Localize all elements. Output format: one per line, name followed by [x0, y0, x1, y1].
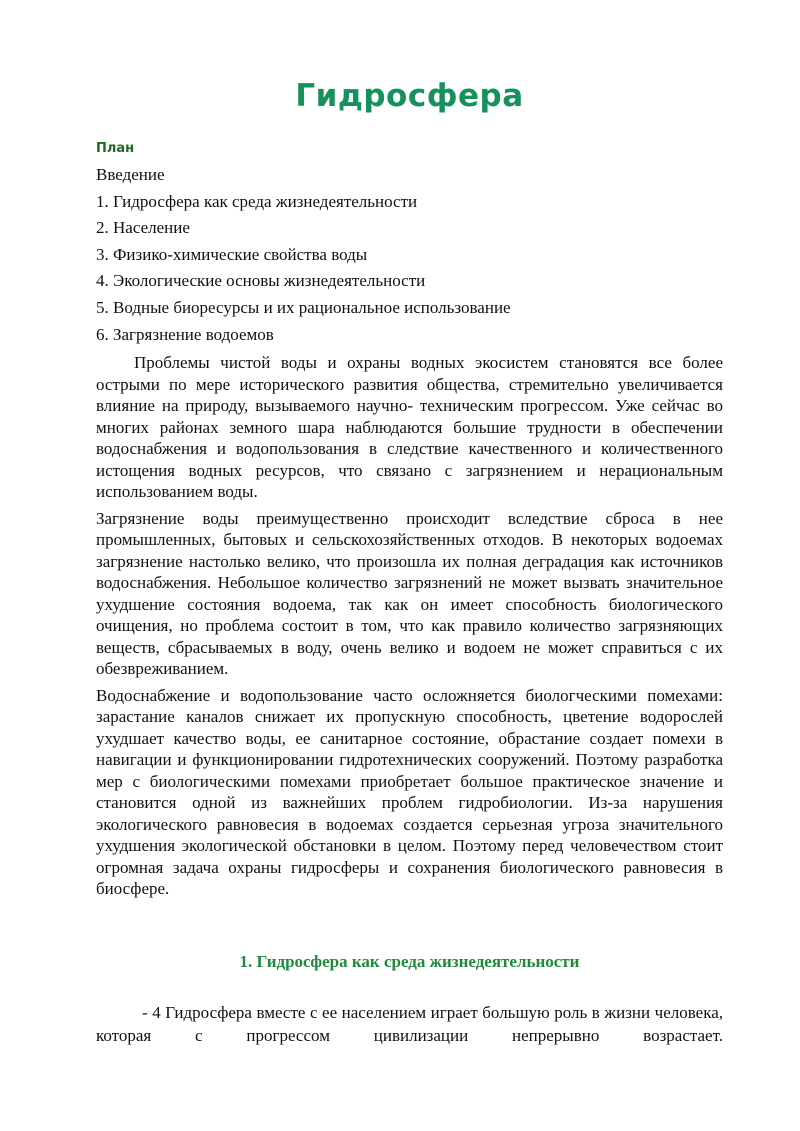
plan-item: 4. Экологические основы жизнедеятельности [96, 271, 426, 291]
paragraph: Загрязнение воды преимущественно происходит вследствие сброса в нее промышленных, бытовых и сельскохозяйственных отходов. В некоторых водоемах загрязнение настолько велико, что произошла их полная деградация как источников водоснабжения. Небольшое количество загрязнений не может вызвать значительное ухудшение состояния водоема, так как он имеет способность биологического очищения, но проблема состоит в том, что как правило количество загрязняющих веществ, сбрасываемых в воду, очень велико и водоем не может справиться с их обезвреживанием. [96, 508, 723, 678]
plan-heading: План [96, 141, 135, 156]
plan-item: 2. Население [96, 218, 190, 238]
plan-item: Введение [96, 165, 165, 184]
document-title: Гидросфера [295, 78, 524, 114]
plan-item: 3. Физико-химические свойства воды [96, 244, 368, 264]
paragraph: Проблемы чистой воды и охраны водных экосистем становятся все более острыми по мере исторического развития общества, стремительно увеличивается влияние на природу, вызываемого научно- техническим прогрессом. Уже сейчас во многих районах земного шара наблюдаются большие трудности в обеспечении водоснабжения и водопользования в следствие качественного и количественного истощения водных ресурсов, что связано с загрязнением и нерациональным использованием воды. [96, 353, 723, 501]
section-heading: 1. Гидросфера как среда жизнедеятельности [239, 952, 580, 971]
introduction-body [96, 352, 723, 905]
paragraph: Водоснабжение и водопользование часто осложняется биологческими помехами: зарастание каналов снижает их пропускную способность, цветение водорослей ухудшает качество воды, ее санитарное состояние, обрастание создает помехи в навигации и функционировании гидротехнических сооружений. Поэтому разработка мер с биологическими помехами приобретает большое практическое значение и становится одной из важнейших проблем гидробиологии. Из-за нарушения экологического равновесия в водоемах создается серьезная угроза значительного ухудшения экологической обстановки в целом. Поэтому перед человечеством стоит огромная задача охраны гидросферы и сохранения биологического равновесия в биосфере. [96, 685, 723, 898]
section-paragraph: - 4 Гидросфера вместе с ее населением играет большую роль в жизни человека, которая с прогрессом цивилизации непрерывно возрастает. [96, 1003, 723, 1045]
plan-item: 5. Водные биоресурсы и их рациональное использование [96, 297, 511, 317]
plan-item: 6. Загрязнение водоемов [96, 324, 274, 344]
plan-list [96, 164, 511, 350]
plan-item: 1. Гидросфера как среда жизнедеятельности [96, 191, 418, 211]
